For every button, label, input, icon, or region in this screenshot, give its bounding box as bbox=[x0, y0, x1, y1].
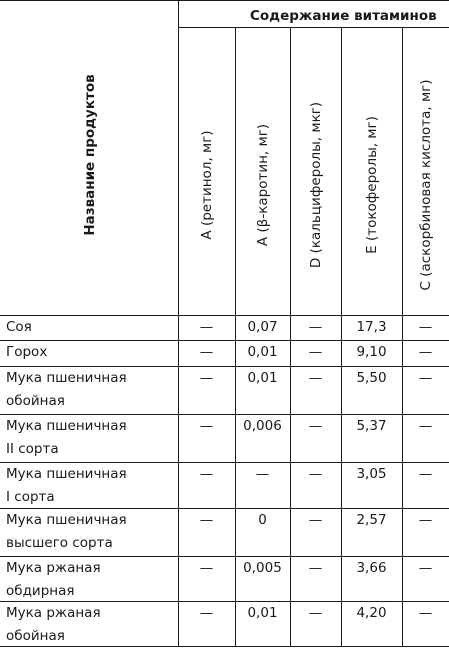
vitamin-value: — bbox=[199, 319, 214, 335]
vitamin-value: 0,07 bbox=[247, 319, 278, 335]
vitamin-value: 4,20 bbox=[356, 605, 387, 621]
product-name: Мука ржаная bbox=[6, 560, 101, 576]
vitamin-value: 2,57 bbox=[356, 512, 387, 528]
vitamin-value: — bbox=[418, 370, 433, 386]
group-header-rule bbox=[178, 27, 449, 28]
vitamin-value: — bbox=[199, 344, 214, 360]
vitamin-column-header: D (кальциферолы, мкг) bbox=[307, 101, 324, 269]
product-name: высшего сорта bbox=[6, 535, 113, 551]
product-name: обойная bbox=[6, 628, 65, 644]
vitamin-value: 3,05 bbox=[356, 466, 387, 482]
vitamin-value: 0,01 bbox=[247, 605, 278, 621]
product-name: обойная bbox=[6, 393, 65, 409]
vitamin-column-header: С (аскорбиновая кислота, мг) bbox=[417, 79, 434, 291]
vitamin-value: — bbox=[199, 512, 214, 528]
vitamin-column-header: E (токоферолы, мг) bbox=[363, 116, 380, 254]
product-name-header: Название продуктов bbox=[82, 74, 98, 236]
group-header: Содержание витаминов bbox=[250, 8, 437, 24]
product-name: обдирная bbox=[6, 583, 75, 599]
product-name: Соя bbox=[6, 319, 32, 335]
vitamin-value: — bbox=[199, 605, 214, 621]
vitamin-value: — bbox=[255, 466, 270, 482]
product-name: Горох bbox=[6, 344, 48, 360]
vitamin-value: — bbox=[418, 319, 433, 335]
product-name: Мука пшеничная bbox=[6, 466, 127, 482]
vitamin-value: — bbox=[308, 560, 323, 576]
vitamin-value: — bbox=[418, 560, 433, 576]
vitamin-value: — bbox=[308, 466, 323, 482]
vitamin-value: 5,50 bbox=[356, 370, 387, 386]
vitamin-value: — bbox=[199, 418, 214, 434]
vitamin-value: — bbox=[418, 344, 433, 360]
product-name: Мука пшеничная bbox=[6, 512, 127, 528]
table-top-rule bbox=[0, 0, 449, 1]
vitamin-value: 5,37 bbox=[356, 418, 387, 434]
vitamin-value: — bbox=[199, 466, 214, 482]
vitamin-value: — bbox=[308, 418, 323, 434]
vitamin-value: — bbox=[418, 466, 433, 482]
vitamin-value: 0,006 bbox=[243, 418, 282, 434]
vitamin-value: 0 bbox=[258, 512, 267, 528]
vitamin-column-header: А (ретинол, мг) bbox=[198, 130, 215, 240]
vitamin-value: — bbox=[308, 319, 323, 335]
product-name: II сорта bbox=[6, 441, 59, 457]
vitamin-column-header: А (β-каротин, мг) bbox=[254, 123, 271, 247]
vitamin-value: 9,10 bbox=[356, 344, 387, 360]
product-name: Мука ржаная bbox=[6, 605, 101, 621]
vitamin-value: — bbox=[308, 344, 323, 360]
vitamin-value: 0,01 bbox=[247, 344, 278, 360]
vitamin-value: 17,3 bbox=[356, 319, 387, 335]
vitamin-value: — bbox=[418, 512, 433, 528]
product-name: I сорта bbox=[6, 489, 55, 505]
vitamin-value: — bbox=[308, 605, 323, 621]
vitamin-value: — bbox=[418, 605, 433, 621]
vitamin-value: 3,66 bbox=[356, 560, 387, 576]
vitamin-value: — bbox=[199, 370, 214, 386]
vitamin-value: — bbox=[308, 512, 323, 528]
vitamin-value: — bbox=[308, 370, 323, 386]
product-name: Мука пшеничная bbox=[6, 418, 127, 434]
vitamin-value: — bbox=[199, 560, 214, 576]
vitamin-value: 0,01 bbox=[247, 370, 278, 386]
vitamin-value: — bbox=[418, 418, 433, 434]
product-name: Мука пшеничная bbox=[6, 370, 127, 386]
vitamin-value: 0,005 bbox=[243, 560, 282, 576]
